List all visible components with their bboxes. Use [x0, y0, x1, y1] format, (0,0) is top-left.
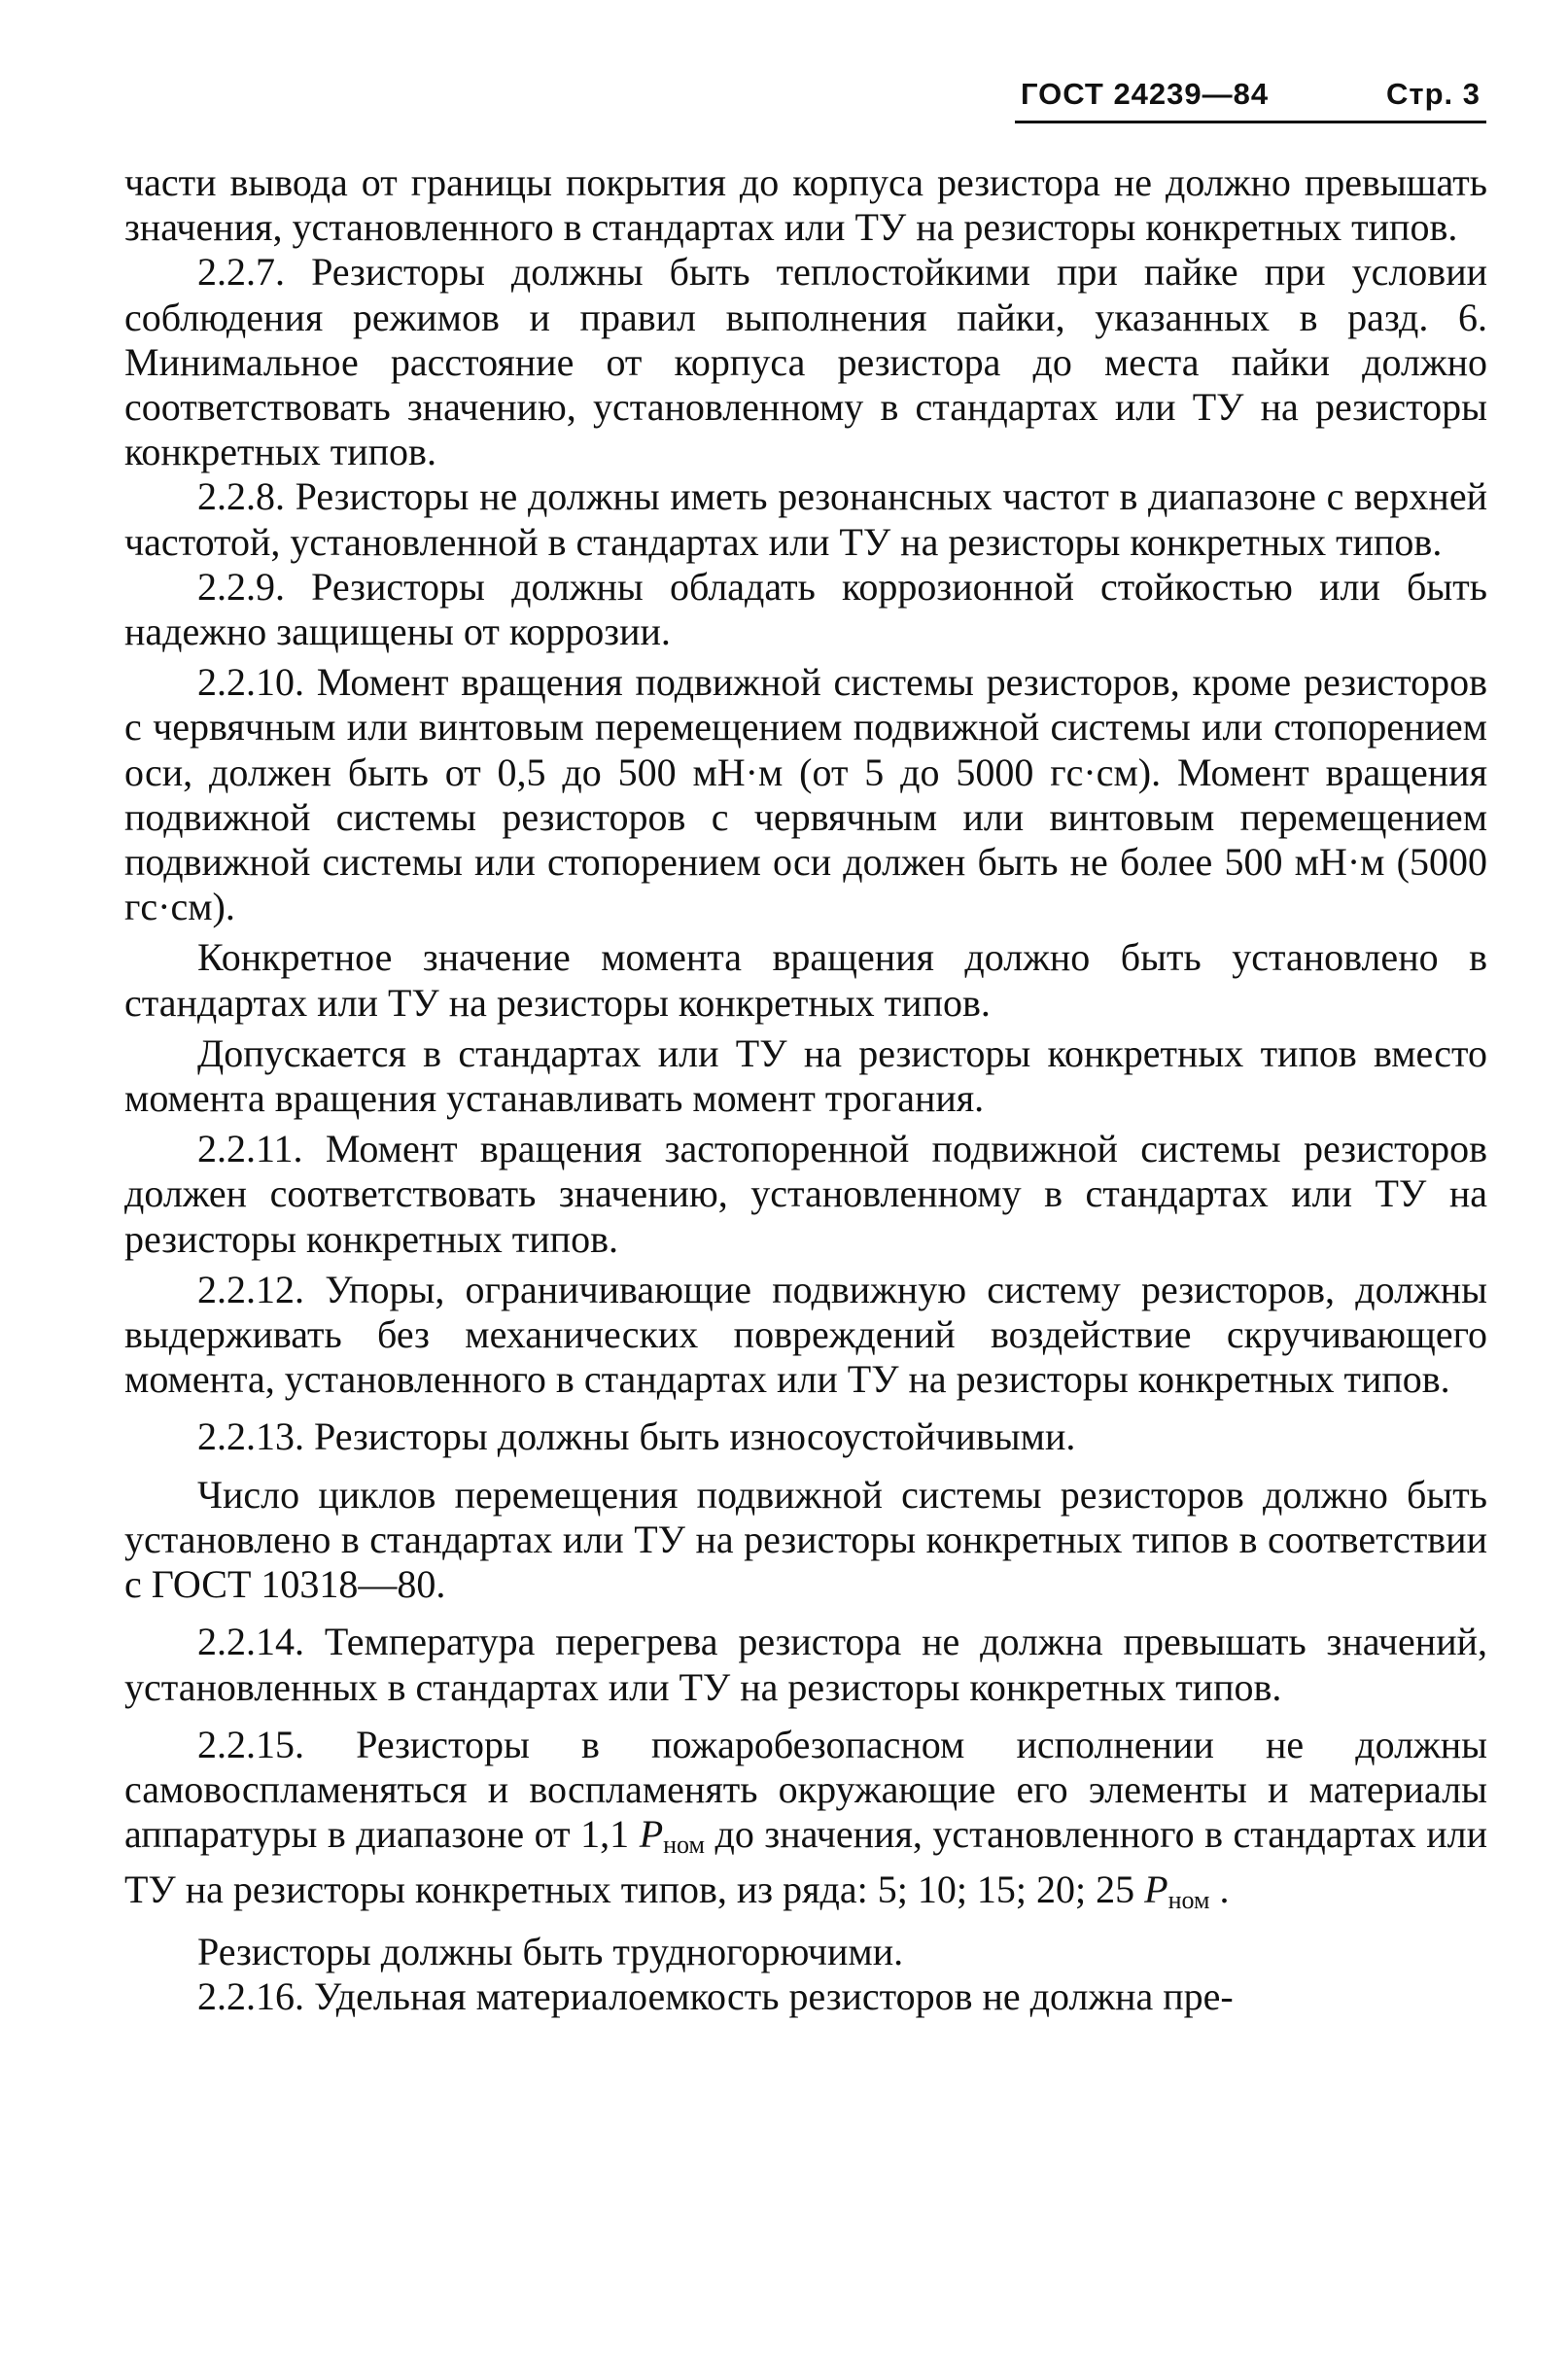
paragraph-fire-safety — [124, 1723, 1487, 1924]
paragraph: 2.2.7. Резисторы должны быть теплостойкими при пайке при условии соблюдения режимов и правил выполнения пайки, указанных в разд. 6. Минимальное расстояние от корпуса резистора до места пайки должно соответствовать значению, установленному в стандартах или ТУ на резисторы конкретных типов. — [124, 250, 1487, 474]
paragraph: Конкретное значение момента вращения должно быть установлено в стандартах или ТУ на резисторы конкретных типов. — [124, 935, 1487, 1025]
paragraph: 2.2.12. Упоры, ограничивающие подвижную систему резисторов, должны выдерживать без механических повреждений воздействие скручивающего момента, установленного в стандартах или ТУ на резисторы конкретных типов. — [124, 1267, 1487, 1402]
standard-number: ГОСТ 24239—84 — [1021, 77, 1270, 111]
power-symbol: P — [1144, 1867, 1168, 1912]
body-text — [124, 160, 1487, 2019]
paragraph: 2.2.8. Резисторы не должны иметь резонансных частот в диапазоне с верхней частотой, установленной в стандартах или ТУ на резисторы конкретных типов. — [124, 474, 1487, 564]
paragraph: 2.2.10. Момент вращения подвижной системы резисторов, кроме резисторов с червячным или винтовым перемещением подвижной системы или стопорением оси, должен быть от 0,5 до 500 мН·м (от 5 до 5000 гс·см). Момент вращения подвижной системы резисторов с червячным или винтовым перемещением подвижной системы или стопорением оси должен быть не более 500 мН·м (5000 гс·см). — [124, 660, 1487, 929]
page-number: Стр. 3 — [1386, 77, 1481, 111]
paragraph: 2.2.11. Момент вращения застопоренной подвижной системы резисторов должен соответствовать значению, установленному в стандартах или ТУ на резисторы конкретных типов. — [124, 1127, 1487, 1261]
paragraph: Допускается в стандартах или ТУ на резисторы конкретных типов вместо момента вращения устанавливать момент трогания. — [124, 1030, 1487, 1121]
paragraph: 2.2.13. Резисторы должны быть износоустойчивыми. — [197, 1414, 1076, 1459]
page-header — [1015, 76, 1486, 123]
text-fragment: до значения, установленного в стандартах или ТУ на резисторы конкретных типов, из ряда: 5; 10; 15; 20; 25 — [124, 1812, 1487, 1912]
paragraph: Резисторы должны быть трудногорючими. — [197, 1929, 904, 1973]
text-fragment: 2.2.15. Резисторы в пожаробезопасном исполнении не должны самовоспламеняться и воспламенять окружающие его элементы и материалы аппаратуры в диапазоне от 1,1 — [124, 1722, 1487, 1857]
paragraph: 2.2.14. Температура перегрева резистора не должна превышать значений, установленных в стандартах или ТУ на резисторы конкретных типов. — [124, 1620, 1487, 1709]
paragraph: части вывода от границы покрытия до корпуса резистора не должно превышать значения, установленного в стандартах или ТУ на резисторы конкретных типов. — [124, 160, 1487, 250]
power-subscript: ном — [1167, 1886, 1210, 1915]
power-symbol: P — [639, 1812, 664, 1857]
text-fragment: . — [1219, 1867, 1230, 1912]
paragraph: 2.2.16. Удельная материалоемкость резисторов не должна пре- — [197, 1973, 1234, 2018]
power-subscript: ном — [663, 1831, 706, 1860]
paragraph: Число циклов перемещения подвижной системы резисторов должно быть установлено в стандартах или ТУ на резисторы конкретных типов в соответствии с ГОСТ 10318—80. — [124, 1472, 1487, 1607]
paragraph: 2.2.9. Резисторы должны обладать коррозионной стойкостью или быть надежно защищены от коррозии. — [124, 564, 1487, 654]
